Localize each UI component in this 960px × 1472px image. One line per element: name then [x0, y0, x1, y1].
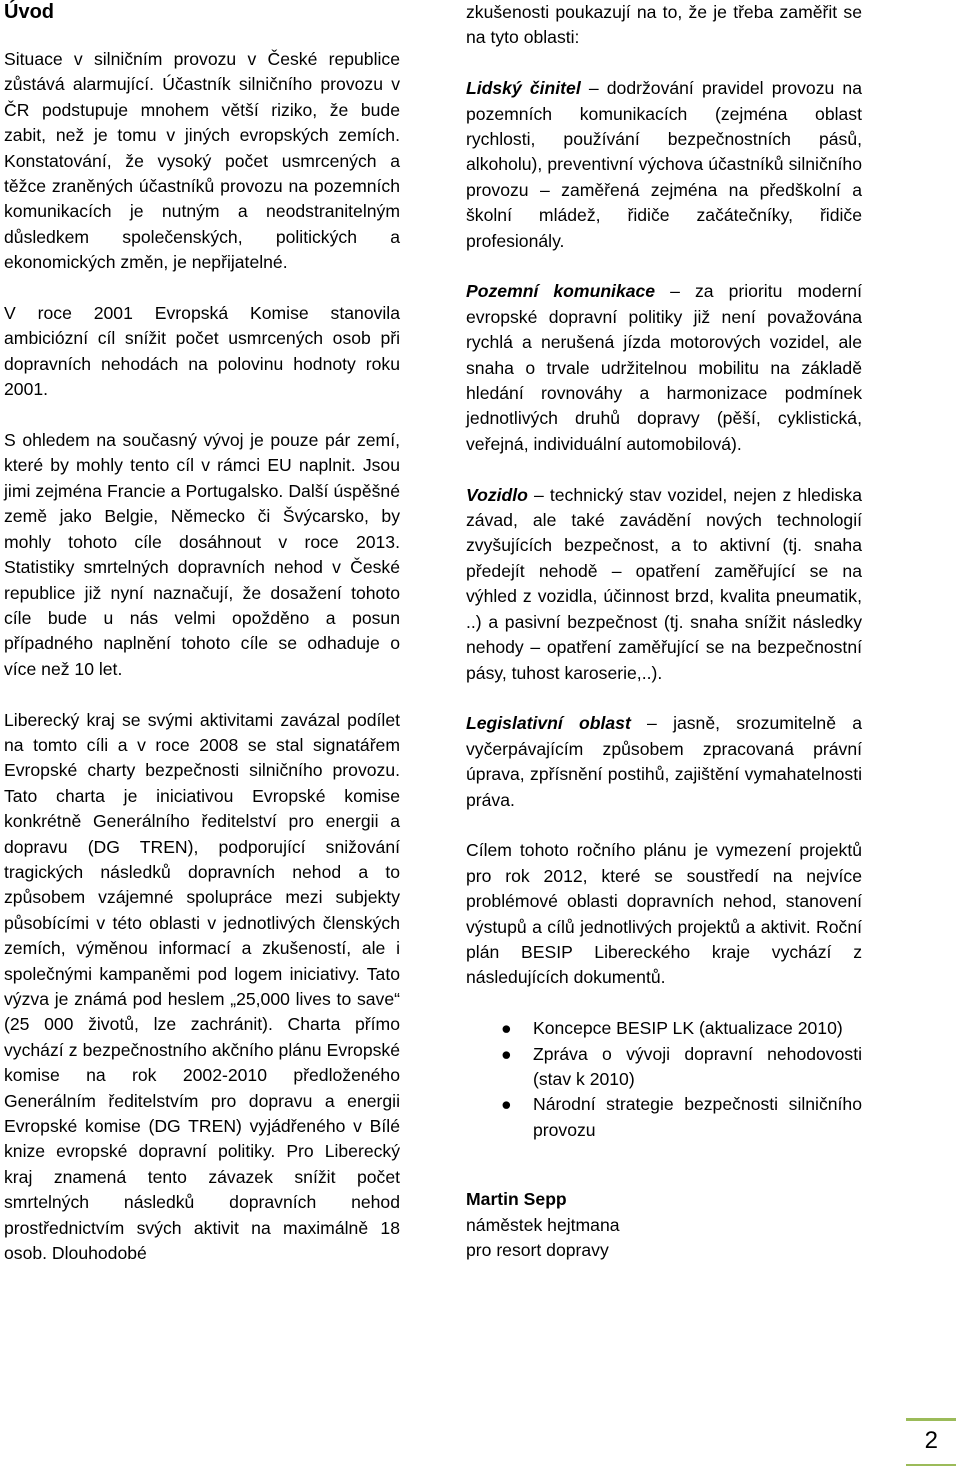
- right-column: [466, 0, 862, 1263]
- focus-area-vehicle: [466, 483, 862, 686]
- focus-areas-intro: zkušenosti poukazují na to, že je třeba zaměřit se na tyto oblasti:: [466, 2, 862, 48]
- intro-paragraph: Situace v silničním provozu v České republice zůstává alarmující. Účastník silničního provozu v ČR podstupuje mnohem větší riziko, že bude zabit, než je tomu v jiných evropských zemích. Konstatování, že vysoký počet usmrcených a těžce zraněných účastníků provozu na pozemních komunikacích je nutným a neodstranitelným důsledkem společenských, politických a ekonomických změn, je nepřijatelné.: [4, 49, 400, 273]
- signatory-title: náměstek hejtmana: [466, 1214, 620, 1235]
- focus-area-text: – jasně, srozumitelně a vyčerpávajícím způsobem zpracovaná právní úprava, zpřísnění postihů, zajištění vymahatelnosti práva.: [466, 713, 862, 810]
- section-heading: Úvod: [4, 1, 54, 23]
- list-item: [501, 1092, 862, 1143]
- bullet-icon: ●: [501, 1043, 512, 1064]
- eu-progress-paragraph: S ohledem na současný vývoj je pouze pár zemí, které by mohly tento cíl v rámci EU naplnit. Jsou jimi zejména Francie a Portugalsko. Další úspěšné země jako Belgie, Německo či Švýcarsko, by mohly tohoto cíle dosáhnout v roce 2013. Statistiky smrtelných dopravních nehod v České republice již nyní naznačují, že dosažení tohoto cíle bude u nás velmi opožděno a posun případného naplnění tohoto cíle se odhaduje o více než 10 let.: [4, 430, 400, 679]
- focus-area-term: Pozemní komunikace: [466, 281, 656, 302]
- footer-divider-top: [906, 1418, 956, 1421]
- liberec-charter-paragraph: Liberecký kraj se svými aktivitami zavázal podílet na tomto cíli a v roce 2008 se stal signatářem Evropské charty bezpečnosti silničního provozu. Tato charta je iniciativou Evropské komise konkrétně Generálního ředitelství pro energii a dopravu (DG TREN), podporující snižování tragických následků dopravních nehod a to způsobem vzájemné spolupráce mezi subjekty působícími v této oblasti v jednotlivých členských zemích, výměnou informací a zkušeností, ale i společnými kampaněmi pod logem iniciativy. Tato výzva je známá pod heslem „25,000 lives to save“ (25 000 životů, lze zachránit). Charta přímo vychází z bezpečnostního akčního plánu Evropské komise na rok 2002-2010 předloženého Generálním ředitelstvím pro dopravu a energii Evropské komise (DG TREN) vyjádřeného v Bílé knize evropské dopravní politiky. Pro Liberecký kraj znamená tento závazek snížit počet smrtelných následků dopravních nehod prostřednictvím svých aktivit na maximálně 18 osob. Dlouhodobé: [4, 709, 400, 1264]
- focus-area-roads: [466, 279, 862, 457]
- signature-block: [466, 1187, 862, 1263]
- list-item: [501, 1042, 862, 1093]
- focus-area-text: – dodržování pravidel provozu na pozemních komunikacích (zejména oblast rychlosti, používání bezpečnostních pásů, alkoholu), preventivní výchova účastníků silničního provozu – zaměřená zejména na předškolní a školní mládež, řidiče začátečníky, řidiče profesionály.: [466, 78, 862, 251]
- list-item: [501, 1016, 862, 1041]
- left-column: [4, 0, 400, 1292]
- document-title: Národní strategie bezpečnosti silničního provozu: [533, 1094, 862, 1140]
- footer-divider-bottom: [906, 1464, 956, 1466]
- signatory-department: pro resort dopravy: [466, 1240, 609, 1260]
- page-number: 2: [924, 1427, 938, 1454]
- focus-area-text: – za prioritu moderní evropské dopravní politiky již není považována rychlá a nerušená jízda motorových vozidel, ale snaha o trvale udržitelnou mobilitu na základě hledání rovnováhy a harmonizace podmínek jednotlivých druhů dopravy (pěší, cyklistická, veřejná, individuální automobilová).: [466, 281, 862, 454]
- signatory-name: Martin Sepp: [466, 1189, 567, 1210]
- focus-area-text: – technický stav vozidel, nejen z hlediska závad, ale také zavádění nových technologií zvyšujících bezpečnost, a to aktivní (tj. snaha předejít nehodě – opatření zaměřující se na výhled z vozidla, účinnost brzd, kvalita pneumatik, ..) a pasivní bezpečnost (tj. snaha snížit následky nehody – opatření zaměřující se na bezpečnostní pásy, tuhost karoserie,..).: [466, 484, 862, 683]
- source-documents-list: [466, 1016, 862, 1143]
- document-title: Zpráva o vývoji dopravní nehodovosti (stav k 2010): [533, 1043, 862, 1089]
- focus-area-legislation: [466, 711, 862, 813]
- focus-area-term: Vozidlo: [466, 484, 528, 505]
- focus-area-term: Legislativní oblast: [466, 713, 631, 734]
- bullet-icon: ●: [501, 1094, 512, 1115]
- commission-goal-paragraph: V roce 2001 Evropská Komise stanovila ambiciózní cíl snížit počet usmrcených osob při dopravních nehodách na polovinu hodnoty roku 2001.: [4, 303, 400, 400]
- document-title: Koncepce BESIP LK (aktualizace 2010): [533, 1018, 843, 1039]
- bullet-icon: ●: [501, 1018, 512, 1039]
- focus-area-human-factor: [466, 76, 862, 254]
- focus-area-term: Lidský činitel: [466, 78, 581, 99]
- plan-goal-paragraph: Cílem tohoto ročního plánu je vymezení projektů pro rok 2012, které se soustředí na nejvíce problémové oblasti dopravních nehod, stanovení výstupů a cílů jednotlivých projektů a aktivit. Roční plán BESIP Libereckého kraje vychází z následujících dokumentů.: [466, 840, 862, 988]
